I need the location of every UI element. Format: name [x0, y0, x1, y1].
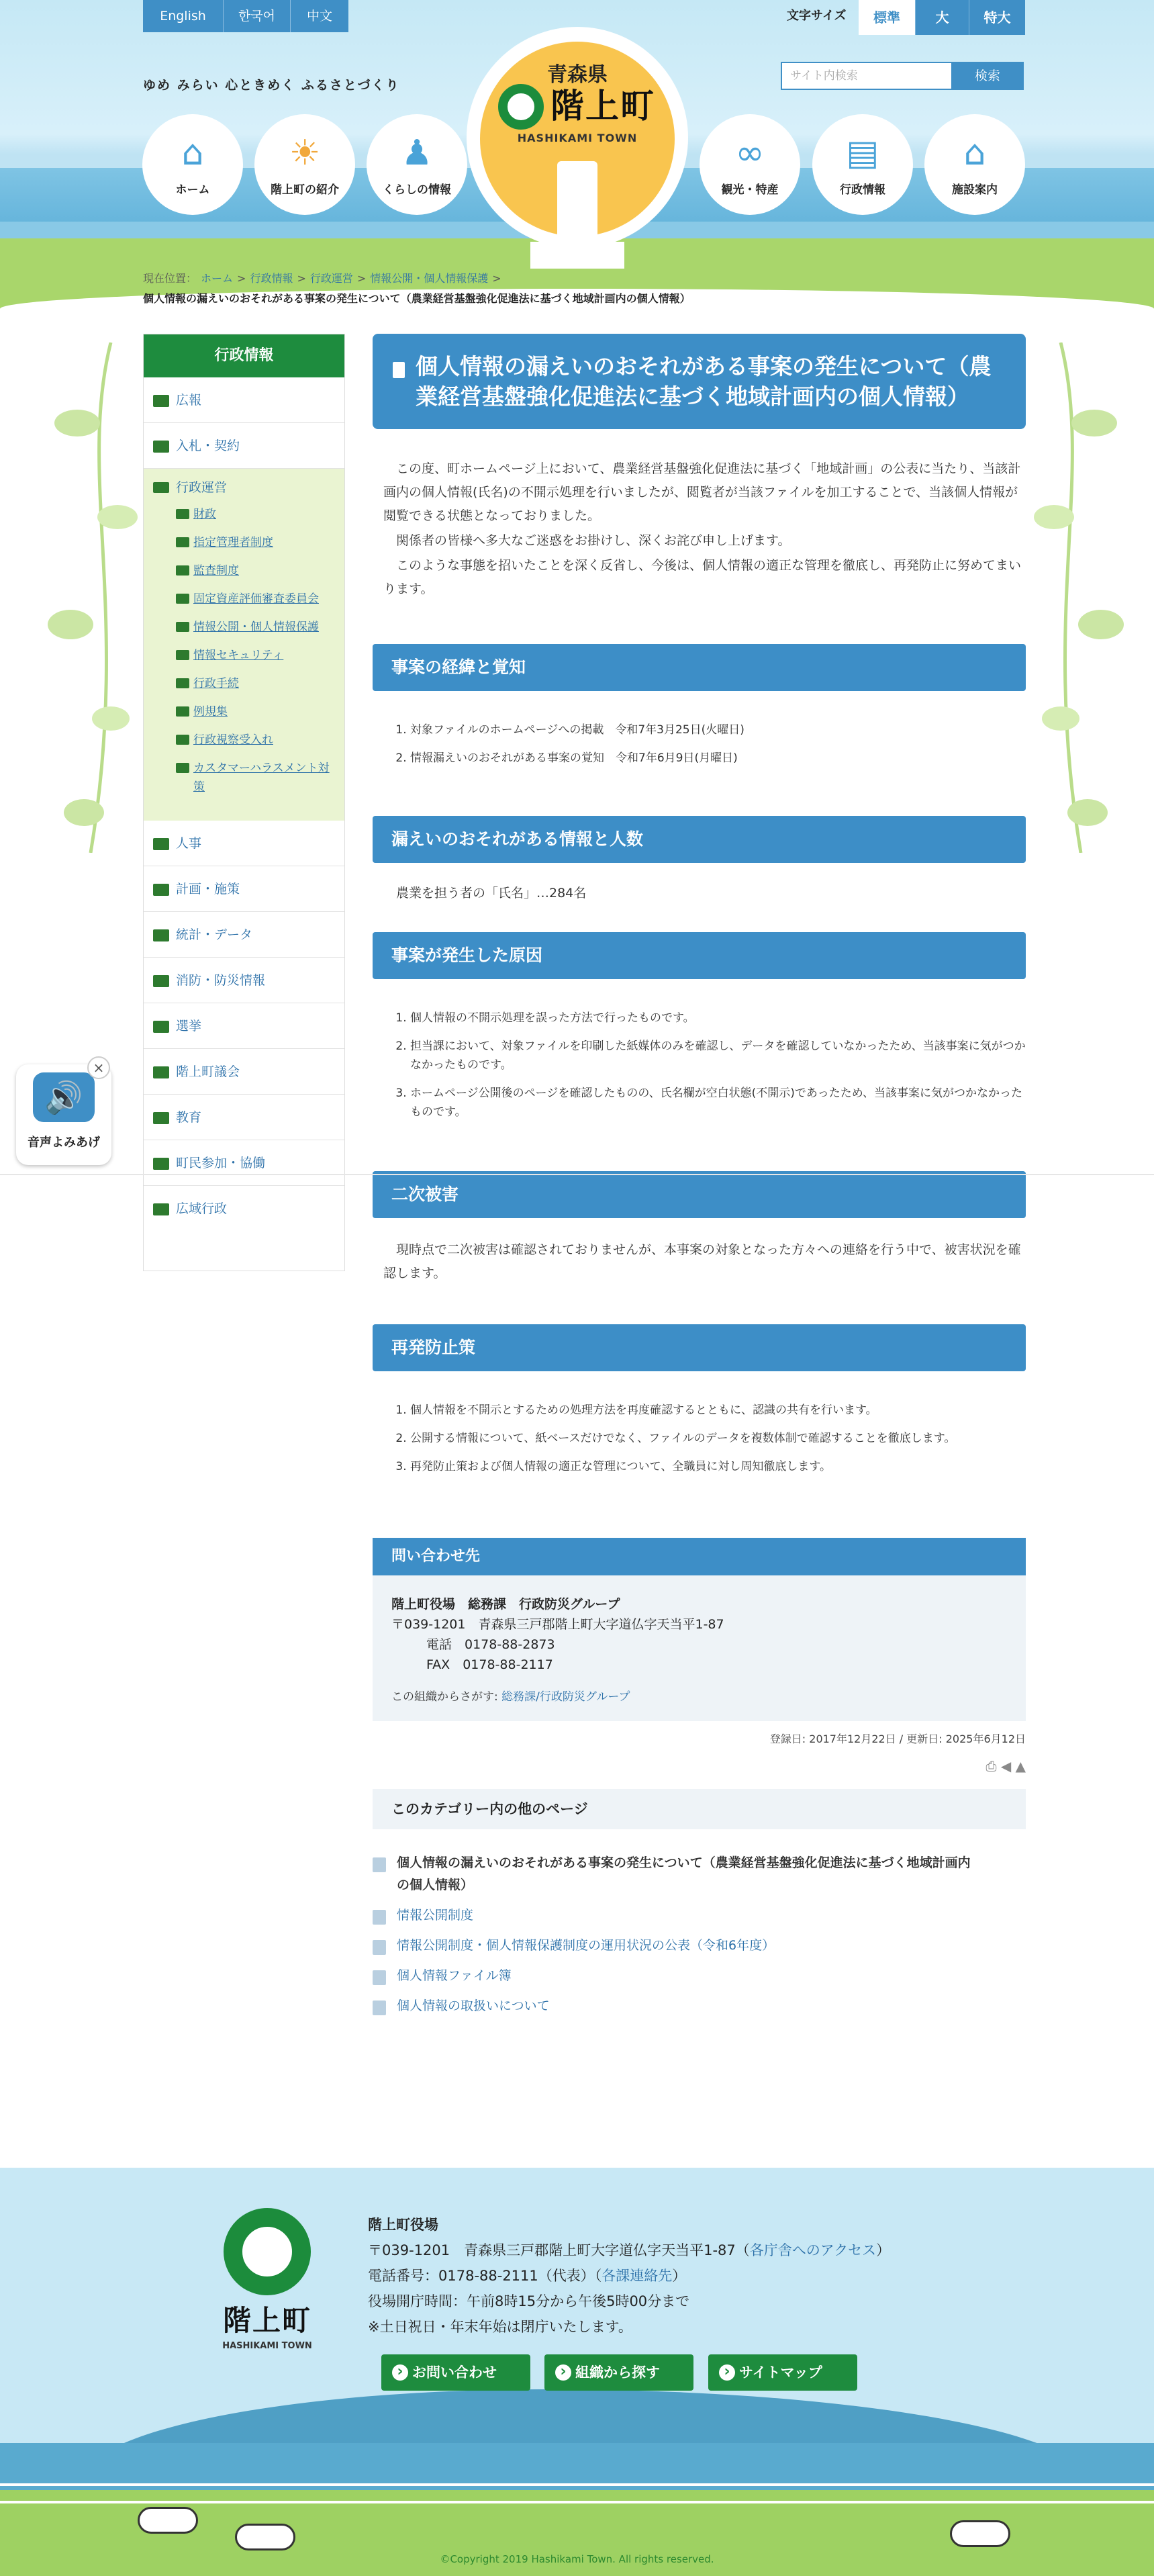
section-heading: 事案が発生した原因	[373, 932, 1026, 979]
leaf-decoration-right	[1034, 342, 1135, 853]
nav-label: 行政情報	[840, 183, 885, 197]
other-pages-item	[373, 1965, 977, 1987]
breadcrumb-current: 個人情報の漏えいのおそれがある事案の発生について（農業経営基盤強化促進法に基づく地域計画内の個人情報）	[143, 292, 691, 305]
org-search-button[interactable]: › 組織から探す	[544, 2354, 693, 2391]
lang-korean-link[interactable]: 한국어	[224, 0, 291, 32]
lang-chinese-link[interactable]: 中文	[291, 0, 348, 32]
sidebar-item-bid[interactable]: 入札・契約	[144, 423, 344, 469]
section-heading: 漏えいのおそれがある情報と人数	[373, 816, 1026, 863]
contact-tel: 電話 0178-88-2873	[426, 1637, 555, 1652]
fence-illustration	[0, 2483, 1154, 2503]
sidebar-open-group	[144, 469, 344, 821]
lighthouse-base	[530, 242, 624, 269]
section-text: 農業を担う者の「氏名」…284名	[396, 886, 587, 901]
footer-hours: 役場開庁時間：午前8時15分から午後5時00分まで	[368, 2293, 690, 2309]
list-item: 3. ホームページ公開後のページを確認したものの、氏名欄が空白状態(不開示)であったため、当該事案に気がつかなかったものです。	[410, 1084, 1026, 1121]
section-text: 現時点で二次被害は確認されておりませんが、本事案の対象となった方々への連絡を行う中で、被害状況を確認します。	[383, 1242, 1021, 1281]
sidebar-subitem-current[interactable]: 情報公開・個人情報保護	[144, 618, 344, 637]
font-size-standard-button[interactable]: 標準	[859, 0, 915, 35]
other-pages-item	[373, 1995, 977, 2017]
contact-address: 〒039-1201 青森県三戸郡階上町大字道仏字天当平1-87	[391, 1617, 724, 1632]
other-page-link[interactable]: 個人情報ファイル簿	[397, 1968, 512, 1983]
footer-info	[368, 2212, 890, 2340]
list-item: 1. 対象ファイルのホームページへの掲載 令和7年3月25日(火曜日)	[410, 721, 1026, 739]
nav-living-info[interactable]	[367, 114, 467, 215]
contact-button[interactable]: › お問い合わせ	[381, 2354, 530, 2391]
other-page-link[interactable]: 個人情報の取扱いについて	[397, 1998, 550, 2013]
nav-facilities[interactable]	[924, 114, 1025, 215]
sidebar-item[interactable]: 計画・施策	[144, 866, 344, 912]
intro-paragraph: この度、町ホームページ上において、農業経営基盤強化促進法に基づく「地域計画」の公表に当たり、当該計画内の個人情報(氏名)の不開示処理を行いましたが、閲覧者が当該ファイルを加工することで、当該個人情報が閲覧できる状態となっておりました。	[383, 461, 1021, 523]
breadcrumb: 現在位置： ホーム > 行政情報 > 行政運営 > 情報公開・個人情報保護 >	[143, 272, 501, 285]
org-search-link[interactable]: 総務課/行政防災グループ	[501, 1690, 630, 1704]
cow-illustration	[235, 2524, 295, 2550]
footer-emblem-icon	[224, 2208, 311, 2295]
contacts-link[interactable]: 各課連絡先	[602, 2268, 673, 2284]
other-pages-heading: このカテゴリー内の他のページ	[373, 1789, 1026, 1829]
binoculars-icon: ∞	[735, 133, 765, 173]
sitemap-button[interactable]: › サイトマップ	[708, 2354, 857, 2391]
nav-home[interactable]	[142, 114, 243, 215]
site-header	[0, 0, 1154, 309]
contact-heading: 問い合わせ先	[373, 1538, 1026, 1575]
sidebar-subitem[interactable]: 指定管理者制度	[144, 533, 344, 552]
sidebar-subitem[interactable]: 例規集	[144, 702, 344, 721]
building-icon: ⌂	[963, 133, 986, 173]
timeline-list	[373, 721, 1026, 768]
logo-prefecture: 青森県	[547, 63, 608, 87]
list-item: 2. 担当課において、対象ファイルを印刷した紙媒体のみを確認し、データを確認していなかったため、当該事案に気がつかなかったものです。	[410, 1037, 1026, 1074]
print-icon[interactable]: ⎙	[985, 1758, 997, 1774]
footer-closed: ※土日祝日・年末年始は閉庁いたします。	[368, 2319, 632, 2335]
other-pages-current: 個人情報の漏えいのおそれがある事案の発生について（農業経営基盤強化促進法に基づく地域計画内の個人情報）	[373, 1852, 977, 1896]
list-item: 1. 個人情報を不開示とするための処理方法を再度確認するとともに、認識の共有を行います。	[410, 1401, 1026, 1420]
sidebar-subitem[interactable]: 行政手続	[144, 674, 344, 693]
contact-body	[373, 1575, 1026, 1721]
nav-label: 観光・特産	[721, 183, 779, 197]
back-icon[interactable]: ◀	[1000, 1758, 1012, 1774]
sidebar-item[interactable]: 統計・データ	[144, 912, 344, 958]
catchphrase: ゆめ みらい 心ときめく ふるさとづくり	[143, 78, 400, 93]
intro-paragraph: このような事態を招いたことを深く反省し、今後は、個人情報の適正な管理を徹底し、再発防止に努めてまいります。	[383, 558, 1022, 596]
list-item: 2. 公開する情報について、紙ベースだけでなく、ファイルのデータを複数体制で確認することを徹底します。	[410, 1429, 1026, 1448]
list-item: 2. 情報漏えいのおそれがある事案の覚知 令和7年6月9日(月曜日)	[410, 749, 1026, 768]
cause-list	[373, 1009, 1026, 1121]
page-dates: 登録日: 2017年12月22日 / 更新日: 2025年6月12日	[769, 1733, 1026, 1745]
footer-paren: ）	[876, 2242, 891, 2258]
breadcrumb-label: 現在位置：	[143, 272, 197, 285]
sunrise-icon: ☀	[289, 133, 321, 173]
home-icon: ⌂	[181, 133, 204, 173]
page-title: 個人情報の漏えいのおそれがある事案の発生について（農業経営基盤強化促進法に基づく地域計画内の個人情報）	[373, 334, 1026, 429]
section-heading: 事案の経緯と覚知	[373, 644, 1026, 691]
footer-logo-english: HASHIKAMI TOWN	[222, 2341, 312, 2351]
section-heading: 二次被害	[373, 1171, 1026, 1218]
sidebar-subitem[interactable]: 固定資産評価審査委員会	[144, 590, 344, 608]
main-content	[373, 334, 1026, 2025]
voice-reader-label: 音声よみあげ	[28, 1136, 100, 1150]
sidebar-subitem[interactable]: カスタマーハラスメント対策	[144, 759, 344, 796]
other-page-link[interactable]: 情報公開制度・個人情報保護制度の運用状況の公表（令和6年度）	[397, 1938, 775, 1953]
family-icon: ♟	[401, 133, 433, 173]
document-icon: ▤	[846, 133, 879, 173]
contact-org: 階上町役場 総務課 行政防災グループ	[391, 1597, 620, 1612]
top-icon[interactable]: ▲	[1015, 1758, 1026, 1774]
other-pages-item	[373, 1935, 977, 1957]
sidebar-heading: 行政情報	[144, 334, 344, 377]
town-emblem-icon	[498, 84, 544, 130]
footer-address	[368, 2238, 890, 2263]
sidebar-item[interactable]: 階上町議会	[144, 1049, 344, 1095]
divider	[0, 1174, 1154, 1175]
breadcrumb-link[interactable]: 行政運営	[309, 272, 353, 285]
nav-label: くらしの情報	[383, 183, 451, 197]
sidebar-item[interactable]: 広域行政	[144, 1186, 344, 1232]
other-page-link[interactable]: 情報公開制度	[397, 1908, 474, 1923]
site-footer	[0, 2168, 1154, 2576]
breadcrumb-link[interactable]: ホーム	[201, 272, 234, 285]
font-size-large-button[interactable]: 大	[915, 0, 969, 35]
breadcrumb-link[interactable]: 情報公開・個人情報保護	[370, 272, 489, 285]
intro-paragraph: 関係者の皆様へ多大なご迷惑をお掛けし、深くお詫び申し上げます。	[396, 533, 791, 548]
voice-reader-button[interactable]	[16, 1060, 111, 1165]
sidebar-subitem[interactable]: 監査制度	[144, 561, 344, 580]
sidebar-item[interactable]: 消防・防災情報	[144, 958, 344, 1003]
nav-label: ホーム	[175, 183, 210, 197]
sidebar	[143, 334, 345, 1271]
org-search-label: この組織からさがす:	[391, 1690, 498, 1704]
sidebar-subitem[interactable]: 行政視察受入れ	[144, 731, 344, 749]
speaker-icon: 🔊	[33, 1072, 95, 1122]
footer-paren: ）	[672, 2268, 687, 2284]
sidebar-subitem[interactable]: 財政	[144, 505, 344, 524]
nav-tourism[interactable]	[700, 114, 800, 215]
search-button[interactable]: 検索	[951, 62, 1024, 90]
cow-illustration	[138, 2507, 198, 2534]
prevention-list	[373, 1401, 1026, 1476]
nav-town-intro[interactable]	[254, 114, 355, 215]
sidebar-item[interactable]: 教育	[144, 1095, 344, 1140]
close-icon[interactable]: ×	[87, 1056, 110, 1079]
footer-office: 階上町役場	[368, 2217, 438, 2233]
org-search-row	[391, 1687, 1007, 1704]
nav-label: 施設案内	[952, 183, 998, 197]
footer-logo-name: 階上町	[222, 2304, 311, 2337]
logo-english-name: HASHIKAMI TOWN	[517, 132, 638, 144]
contact-fax: FAX 0178-88-2117	[426, 1657, 553, 1672]
footer-address-text: 〒039-1201 青森県三戸郡階上町大字道仏字天当平1-87（	[368, 2242, 750, 2258]
leaf-decoration-left	[37, 342, 138, 853]
sidebar-item[interactable]: 町民参加・協働	[144, 1140, 344, 1186]
font-size-xlarge-button[interactable]: 特大	[969, 0, 1025, 35]
page-tools	[373, 1758, 1026, 1774]
sidebar-item-koho[interactable]: 広報	[144, 377, 344, 423]
access-link[interactable]: 各庁舎へのアクセス	[749, 2242, 877, 2258]
other-pages-item	[373, 1904, 977, 1927]
breadcrumb-link[interactable]: 行政情報	[250, 272, 293, 285]
nav-administration[interactable]	[812, 114, 913, 215]
cow-illustration	[950, 2520, 1010, 2547]
copyright: ©Copyright 2019 Hashikami Town. All rights reserved.	[440, 2553, 714, 2565]
sidebar-item-admin-operation[interactable]: 行政運営	[144, 474, 344, 501]
footer-phone	[368, 2263, 890, 2289]
nav-label: 階上町の紹介	[271, 183, 339, 197]
list-item: 3. 再発防止策および個人情報の適正な管理について、全職員に対し周知徹底します。	[410, 1457, 1026, 1476]
font-size-label: 文字サイズ	[787, 9, 847, 23]
section-heading: 再発防止策	[373, 1324, 1026, 1371]
list-item: 1. 個人情報の不開示処理を誤った方法で行ったものです。	[410, 1009, 1026, 1027]
sidebar-item[interactable]: 人事	[144, 821, 344, 866]
lang-english-link[interactable]: English	[143, 0, 224, 32]
footer-phone-text: 電話番号：0178-88-2111（代表）（	[368, 2268, 602, 2284]
logo-town-name[interactable]: 階上町	[550, 87, 655, 126]
sidebar-item[interactable]: 選挙	[144, 1003, 344, 1049]
search-input[interactable]: サイト内検索	[781, 62, 953, 90]
contact-box	[373, 1538, 1026, 1721]
sidebar-subitem[interactable]: 情報セキュリティ	[144, 646, 344, 665]
